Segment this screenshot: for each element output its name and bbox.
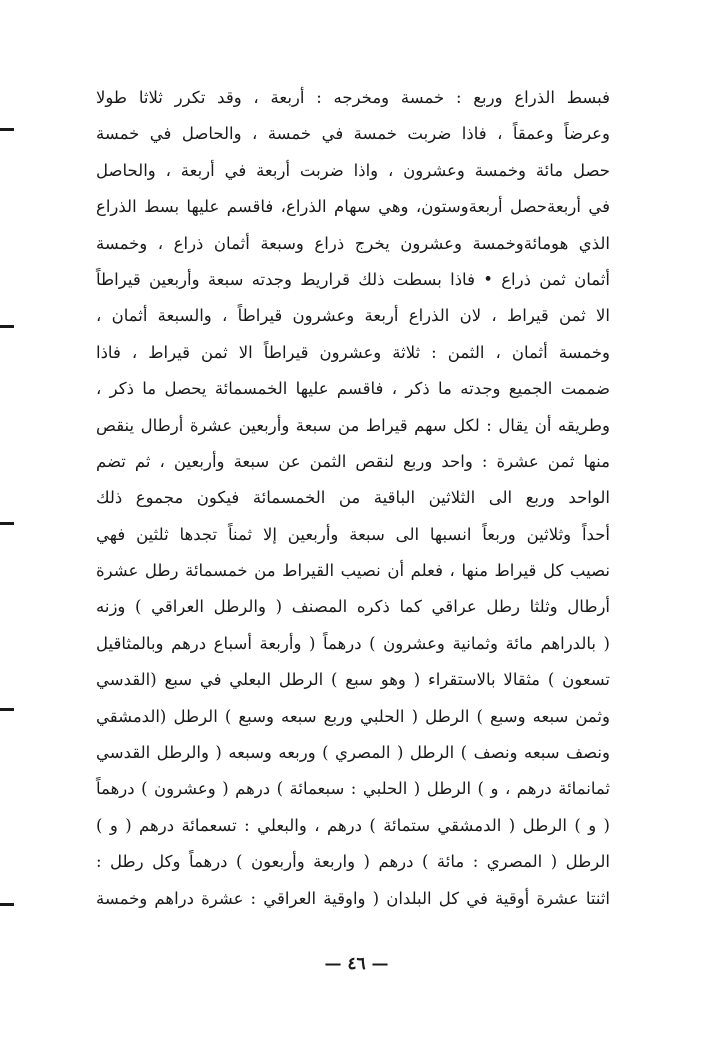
text-line: أثمان ثمن ذراع • فاذا بسطت ذلك قراريط وجدته سبعة وأربعين قيراطاً [96,269,610,289]
text-line: الا ثمن قيراط ، لان الذراع أربعة وعشرون قيراطاً ، والسبعة أثمان ، [96,306,610,326]
text-line: وعرضاً وعمقاً ، فاذا ضربت خمسة في خمسة ، والحاصل في خمسة [96,124,610,144]
margin-mark [0,708,14,711]
text-line: وطريقه أن يقال : لكل سهم قيراط من سبعة وأربعين عشرة أرطال ينقص [96,415,610,435]
text-line: نصيب كل قيراط منها ، فعلم أن نصيب القيراط من خمسمائة رطل عشرة [96,561,610,581]
text-line: حصل مائة وخمسة وعشرون ، واذا ضربت أربعة في أربعة ، والحاصل [96,160,610,180]
text-line: فبسط الذراع وربع : خمسة ومخرجه : أربعة ، وقد تكرر ثلاثا طولا [96,88,610,107]
margin-mark [0,325,14,328]
text-line: أرطال وثلثا رطل عراقي كما ذكره المصنف ( والرطل العراقي ) وزنه [96,597,610,617]
text-line: الذي هومائةوخمسة وعشرون يخرج ذراع وسبعة أثمان ذراع ، وخمسة [96,233,610,253]
text-line: منها ثمن عشرة : واحد وربع لنقص الثمن عن سبعة وأربعين ، ثم تضم [96,451,610,471]
text-line: في أربعةحصل أربعةوستون، وهي سهام الذراع، فاقسم عليها بسط الذراع [96,197,610,217]
margin-mark [0,522,14,525]
text-line: الواحد وربع الى الثلاثين الباقية من الخمسمائة فيكون مجموع ذلك [96,488,610,508]
text-line: ضممت الجميع وجدته ما ذكر ، فاقسم عليها الخمسمائة يحصل ما ذكر ، [96,379,610,399]
text-line: ( بالدراهم مائة وثمانية وعشرون ) درهماً ( وأربعة أسباع درهم وبالمثاقيل [96,633,610,653]
text-line: ثمانمائة درهم ، و ) الرطل ( الحلبي : سبعمائة ) درهم ( وعشرون ) درهماً [96,779,610,799]
text-line: أحداً وثلاثين وربعاً انسبها الى سبعة وأربعين إلا ثمناً تجدها ثلثين فهي [96,524,610,544]
body-text [96,80,610,917]
text-line: وثمن سبعه وسبع ) الرطل ( الحلبي وربع سبعه وسبع ) الرطل (الدمشقي [96,706,610,726]
page-number: — ٤٦ — [324,954,389,974]
text-line: وخمسة أثمان ، الثمن : ثلاثة وعشرون قيراطاً الا ثمن قيراط ، فاذا [96,342,610,362]
text-line: الرطل ( المصري : مائة ) درهم ( واربعة وأربعون ) درهماً وكل رطل : [96,852,610,872]
text-line: ونصف سبعه ونصف ) الرطل ( المصري ) وربعه وسبعه ( والرطل القدسي [96,743,610,763]
text-line: اثنتا عشرة أوقية في كل البلدان ( واوقية العراقي : عشرة دراهم وخمسة [96,888,610,908]
text-line: تسعون ) مثقالا بالاستقراء ( وهو سبع ) الرطل البعلي في سبع (القدسي [96,670,610,690]
margin-mark [0,128,14,131]
text-line: ( و ) الرطل ( الدمشقي ستمائة ) درهم ، والبعلي : تسعمائة درهم ( و ) [96,815,610,835]
margin-mark [0,903,14,906]
